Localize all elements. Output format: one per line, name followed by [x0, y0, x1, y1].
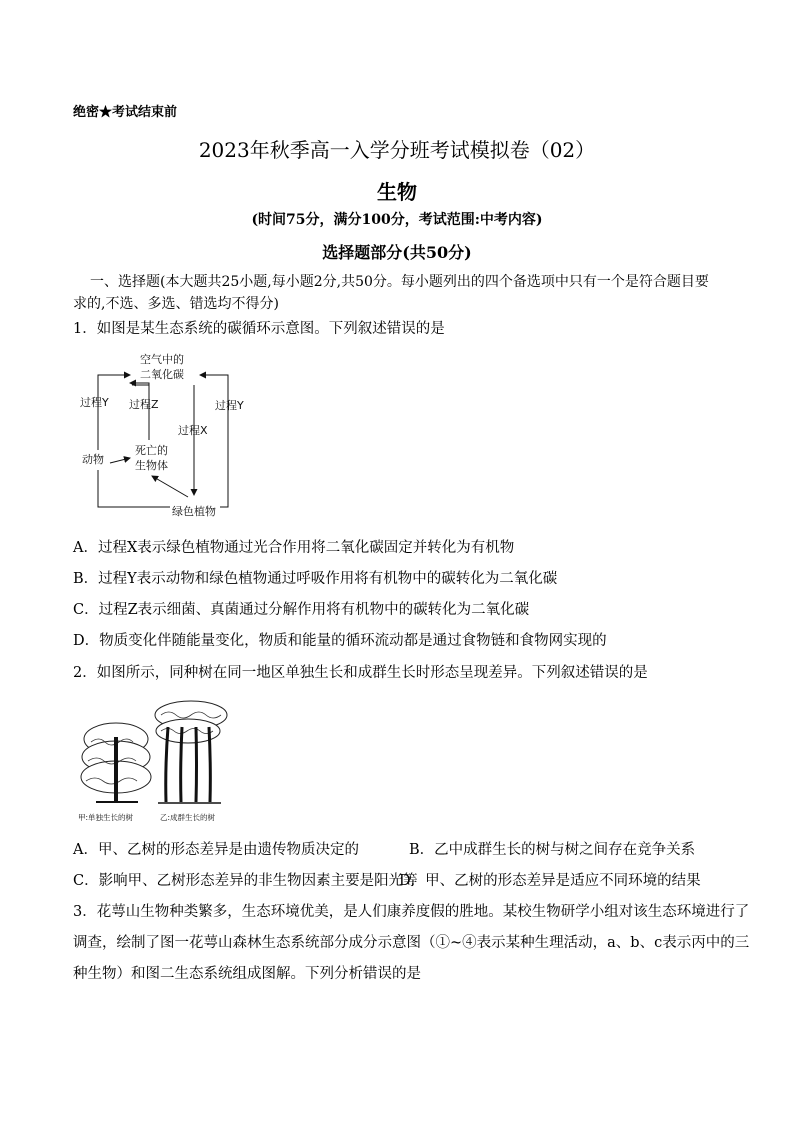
question-1-option-c: C．过程Z表示细菌、真菌通过分解作用将有机物中的碳转化为二氧化碳	[73, 602, 530, 618]
question-3-line-2: 调查，绘制了图一花萼山森林生态系统部分成分示意图（①~④表示某种生理活动，a、b、c表示丙中的三	[73, 935, 750, 951]
diagram-dead-line1: 死亡的	[135, 444, 168, 457]
exam-info: (时间75分，满分100分，考试范围:中考内容)	[251, 212, 543, 228]
instructions-line-2: 求的,不选、多选、错选均不得分)	[73, 296, 279, 312]
question-1-option-b: B．过程Y表示动物和绿色植物通过呼吸作用将有机物中的碳转化为二氧化碳	[73, 571, 558, 587]
question-3-line-1: 3．花萼山生物种类繁多，生态环境优美，是人们康养度假的胜地。某校生物研学小组对该生态环境进行了	[73, 904, 750, 920]
exam-title: 2023年秋季高一入学分班考试模拟卷（02）	[198, 138, 596, 162]
question-1-option-d: D．物质变化伴随能量变化，物质和能量的循环流动都是通过食物链和食物网实现的	[73, 633, 607, 649]
question-2-option-d: D．甲、乙树的形态差异是适应不同环境的结果	[399, 873, 701, 889]
question-3-line-3: 种生物）和图二生态系统组成图解。下列分析错误的是	[73, 966, 421, 982]
clustered-trees-image	[155, 701, 227, 803]
carbon-cycle-diagram	[70, 345, 270, 525]
diagram-process-x: 过程X	[178, 424, 208, 437]
solitary-tree-image	[81, 723, 151, 802]
diagram-air-line1: 空气中的	[140, 353, 184, 366]
question-2-option-b: B．乙中成群生长的树与树之间存在竞争关系	[409, 842, 696, 858]
tree-shape-figure	[76, 697, 236, 827]
section-heading: 选择题部分(共50分)	[322, 243, 472, 262]
diagram-air-line2: 二氧化碳	[140, 368, 184, 381]
diagram-plant: 绿色植物	[172, 505, 216, 518]
clustered-trees-caption: 乙:成群生长的树	[160, 813, 216, 822]
confidential-mark: 绝密★考试结束前	[73, 105, 178, 120]
question-2-option-c: C．影响甲、乙树形态差异的非生物因素主要是阳光等	[73, 873, 418, 889]
question-1-option-a: A．过程X表示绿色植物通过光合作用将二氧化碳固定并转化为有机物	[73, 540, 515, 556]
instructions-line-1: 一、选择题(本大题共25小题,每小题2分,共50分。每小题列出的四个备选项中只有一个是符合题目要	[90, 274, 709, 290]
subject-title: 生物	[377, 180, 417, 204]
diagram-process-y-right: 过程Y	[215, 399, 244, 412]
diagram-process-z: 过程Z	[129, 398, 159, 411]
diagram-process-y-left: 过程Y	[80, 396, 109, 409]
question-2-stem: 2．如图所示，同种树在同一地区单独生长和成群生长时形态呈现差异。下列叙述错误的是	[73, 665, 648, 681]
solitary-tree-caption: 甲:单独生长的树	[78, 813, 134, 822]
question-2-option-a: A．甲、乙树的形态差异是由遗传物质决定的	[73, 842, 359, 858]
diagram-dead-line2: 生物体	[135, 459, 168, 472]
diagram-animal: 动物	[82, 453, 104, 466]
question-1-stem: 1．如图是某生态系统的碳循环示意图。下列叙述错误的是	[73, 321, 445, 337]
